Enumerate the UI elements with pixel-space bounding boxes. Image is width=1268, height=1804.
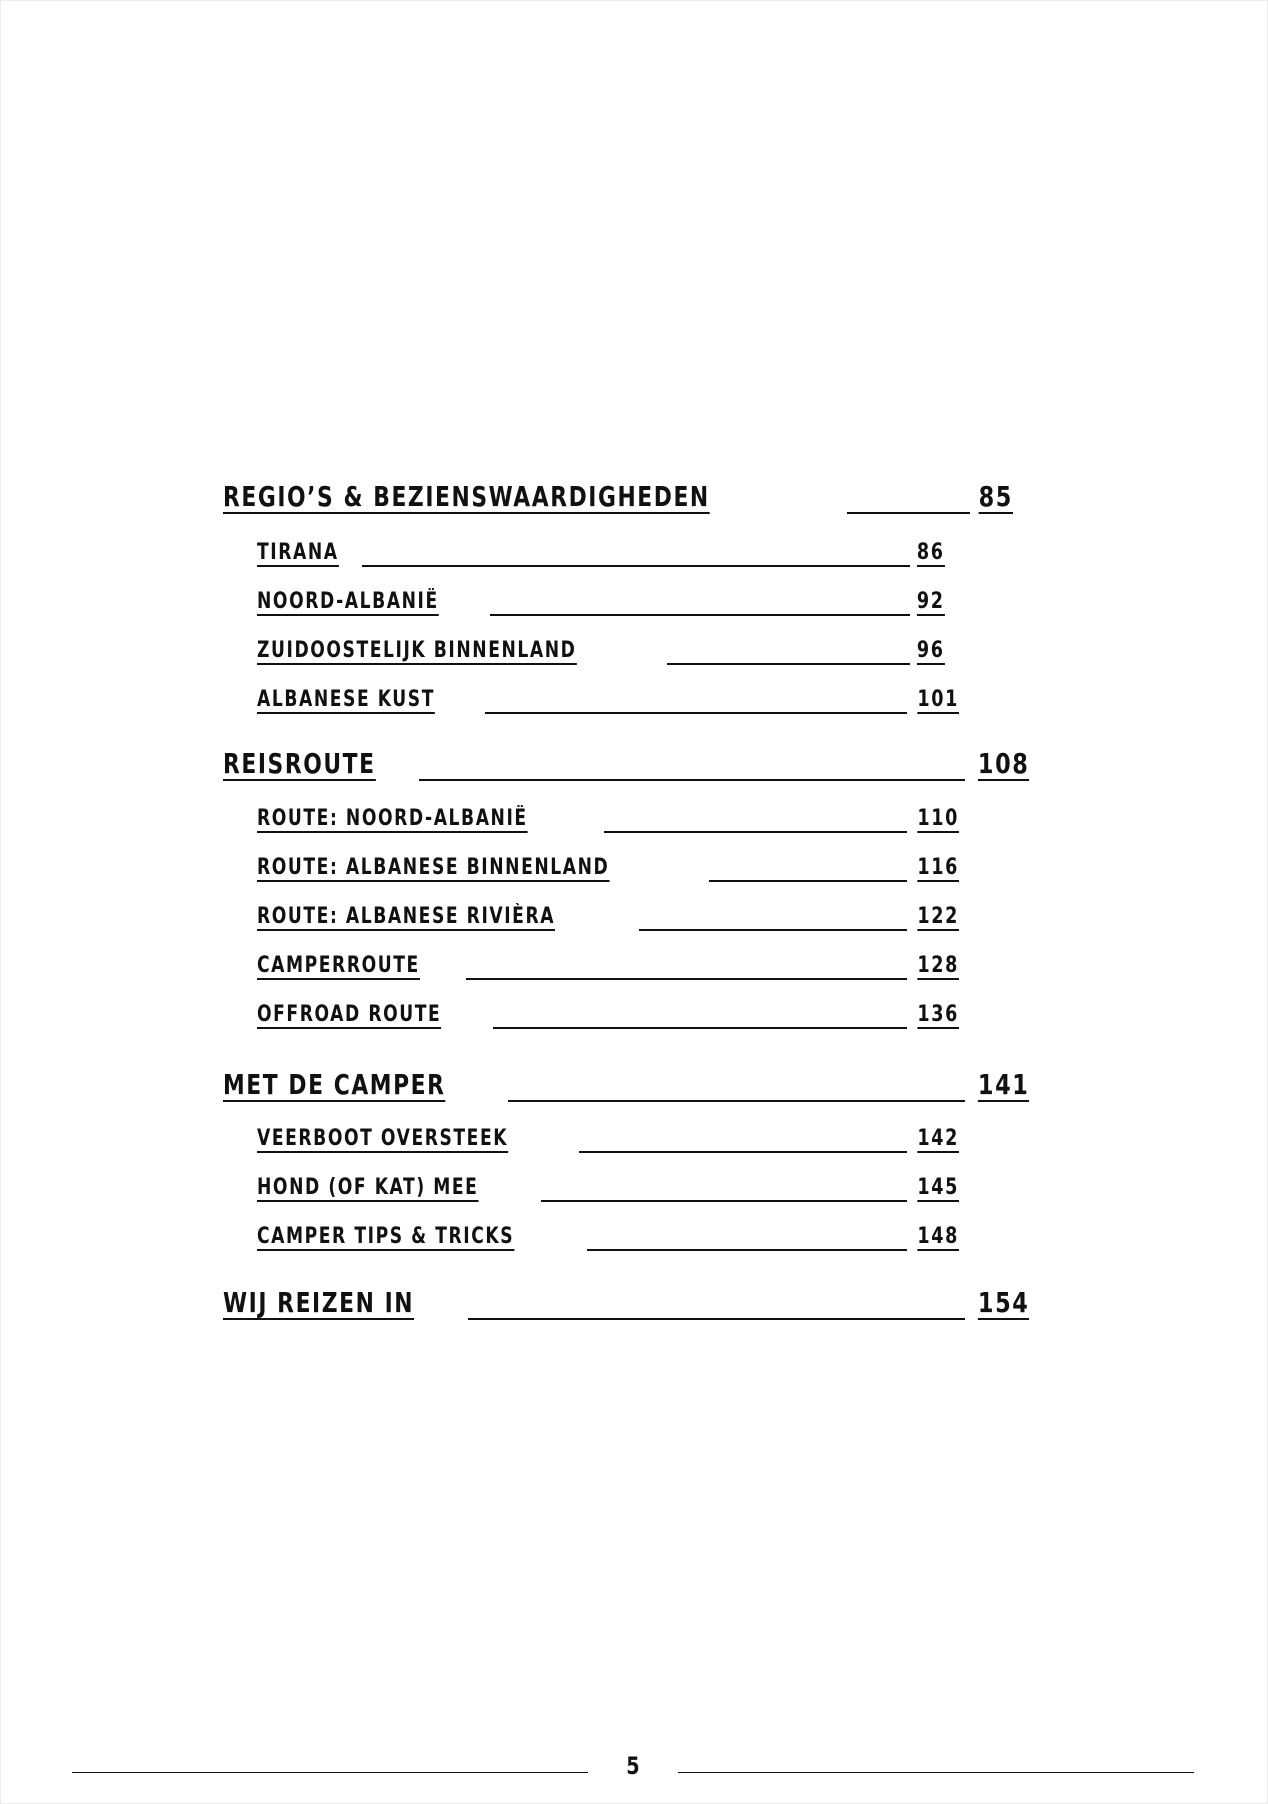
toc-subentry-title: ROUTE: NOORD-ALBANIË <box>257 806 528 831</box>
footer-rule-right <box>678 1772 1194 1773</box>
toc-leader-line <box>604 831 907 833</box>
toc-subentry-title: NOORD-ALBANIË <box>257 589 439 614</box>
toc-leader-line <box>485 712 907 714</box>
toc-subentry-title: ROUTE: ALBANESE RIVIÈRA <box>257 904 556 929</box>
toc-entry-page: 154 <box>977 1286 1029 1319</box>
toc-subentry-tirana[interactable] <box>257 541 945 567</box>
toc-subentry-title: VEERBOOT OVERSTEEK <box>257 1126 509 1151</box>
toc-subentry-noord-albanie[interactable] <box>257 590 945 616</box>
toc-entry-met-de-camper[interactable] <box>223 1070 1029 1102</box>
toc-leader-line <box>847 512 970 514</box>
toc-subentry-page: 148 <box>917 1224 959 1249</box>
toc-subentry-page: 101 <box>917 687 959 712</box>
toc-subentry-page: 116 <box>917 855 959 880</box>
toc-subentry-page: 92 <box>917 589 945 614</box>
toc-subentry-page: 142 <box>917 1126 959 1151</box>
toc-subentry-zuidoostelijk-binnenland[interactable] <box>257 639 945 665</box>
toc-leader-line <box>508 1100 964 1102</box>
toc-subentry-route-albanese-binnenland[interactable] <box>257 856 959 882</box>
toc-leader-line <box>667 663 911 665</box>
toc-subentry-title: CAMPER TIPS & TRICKS <box>257 1224 515 1249</box>
toc-subentry-page: 128 <box>917 953 959 978</box>
toc-leader-line <box>709 880 907 882</box>
toc-leader-line <box>579 1151 907 1153</box>
toc-leader-line <box>541 1200 907 1202</box>
toc-subentry-title: OFFROAD ROUTE <box>257 1002 442 1027</box>
toc-subentry-route-noord-albanie[interactable] <box>257 807 959 833</box>
toc-entry-title: MET DE CAMPER <box>223 1068 446 1101</box>
toc-entry-title: WIJ REIZEN IN <box>223 1286 415 1319</box>
toc-subentry-albanese-kust[interactable] <box>257 688 959 714</box>
toc-entry-title: REISROUTE <box>223 747 376 780</box>
toc-leader-line <box>466 978 907 980</box>
toc-subentry-camper-tips-tricks[interactable] <box>257 1225 959 1251</box>
toc-subentry-title: HOND (OF KAT) MEE <box>257 1175 479 1200</box>
toc-subentry-page: 110 <box>917 806 959 831</box>
toc-subentry-title: ALBANESE KUST <box>257 687 435 712</box>
toc-entry-page: 85 <box>978 480 1013 513</box>
page-number: 5 <box>626 1752 640 1780</box>
toc-leader-line <box>639 929 907 931</box>
toc-subentry-title: CAMPERROUTE <box>257 953 420 978</box>
toc-subentry-page: 145 <box>917 1175 959 1200</box>
toc-subentry-hond-of-kat-mee[interactable] <box>257 1176 959 1202</box>
toc-entry-title: REGIO’S & BEZIENSWAARDIGHEDEN <box>223 480 710 513</box>
toc-subentry-route-albanese-riviera[interactable] <box>257 905 959 931</box>
toc-entry-page: 141 <box>977 1068 1029 1101</box>
toc-entry-regios[interactable] <box>223 482 1013 514</box>
toc-subentry-page: 86 <box>917 540 945 565</box>
toc-leader-line <box>468 1318 965 1320</box>
toc-leader-line <box>493 1027 907 1029</box>
toc-subentry-page: 96 <box>917 638 945 663</box>
toc-leader-line <box>419 779 965 781</box>
toc-subentry-title: ROUTE: ALBANESE BINNENLAND <box>257 855 610 880</box>
toc-leader-line <box>587 1249 907 1251</box>
toc-leader-line <box>362 565 911 567</box>
toc-leader-line <box>490 614 910 616</box>
toc-subentry-title: ZUIDOOSTELIJK BINNENLAND <box>257 638 577 663</box>
toc-subentry-veerboot-oversteek[interactable] <box>257 1127 959 1153</box>
toc-subentry-page: 122 <box>917 904 959 929</box>
toc-entry-page: 108 <box>977 747 1029 780</box>
toc-subentry-offroad-route[interactable] <box>257 1003 959 1029</box>
toc-subentry-title: TIRANA <box>257 540 339 565</box>
toc-entry-reisroute[interactable] <box>223 749 1029 781</box>
page-footer <box>0 1752 1268 1782</box>
toc-subentry-page: 136 <box>917 1002 959 1027</box>
toc-entry-wij-reizen-in[interactable] <box>223 1288 1029 1320</box>
toc-subentry-camperroute[interactable] <box>257 954 959 980</box>
footer-rule-left <box>72 1772 588 1773</box>
